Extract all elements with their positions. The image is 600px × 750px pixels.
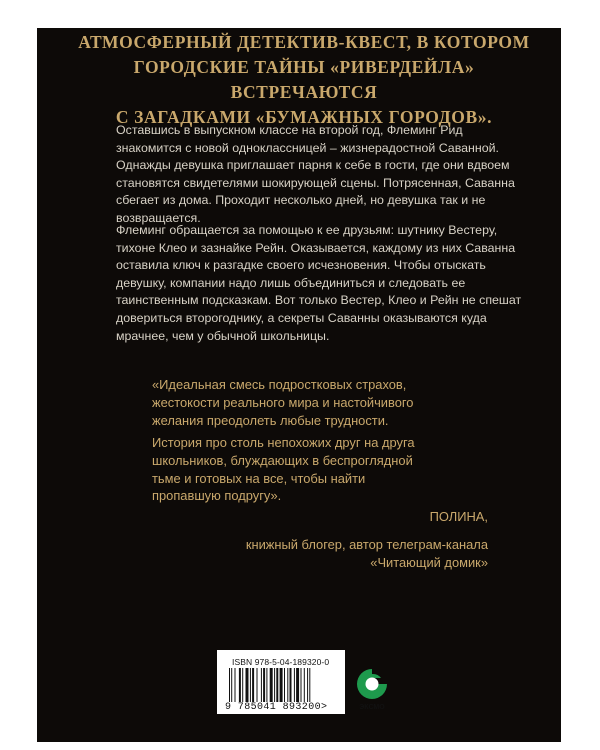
- barcode-bar: [242, 668, 243, 702]
- description-paragraph-2: [116, 222, 528, 345]
- text-line: тихоне Клео и зазнайке Рейн. Оказывается, каждому из них Саванна: [116, 240, 516, 255]
- review-author: ПОЛИНА,: [429, 509, 488, 524]
- barcode-digits: 9 785041 893200: [225, 702, 322, 713]
- text-line: становятся свидетелями шокирующей сцены. Потрясенная, Саванна: [116, 175, 515, 190]
- quote-line: жестокости реального мира и настойчивого: [152, 394, 414, 410]
- barcode-bar: [235, 668, 236, 702]
- barcode-bar: [284, 668, 285, 702]
- quote-line: школьников, блуждающих в беспроглядной: [152, 452, 413, 468]
- isbn-label: ISBN 978-5-04-189320-0: [232, 657, 330, 667]
- barcode-bar: [252, 668, 254, 702]
- text-line: сбегает из дома. Проходит несколько дней, но девушка так и не: [116, 193, 486, 208]
- barcode-bar: [239, 668, 241, 702]
- barcode-bar: [263, 668, 265, 702]
- barcode-bar: [290, 668, 292, 702]
- barcode-bar: [257, 668, 258, 702]
- quote-line: «Идеальная смесь подростковых страхов,: [152, 377, 407, 392]
- text-line: мрачнее, чем у обычной школьницы.: [116, 328, 330, 343]
- barcode-suffix: >: [321, 702, 328, 713]
- barcode-bar: [274, 668, 275, 702]
- role-line: книжный блогер, автор телеграм-канала: [245, 537, 488, 552]
- review-author-role: [148, 536, 488, 572]
- text-line: оставила ключ к разгадке своего исчезновения. Чтобы отыскать: [116, 258, 486, 273]
- barcode-bar: [307, 668, 308, 702]
- barcode-number: [225, 702, 327, 713]
- review-quote-2: [152, 434, 492, 505]
- barcode-bar: [231, 668, 232, 702]
- quote-line: История про столь непохожих друг на друга: [152, 435, 415, 450]
- text-line: знакомится с новой одноклассницей – жизнерадостной Саванной.: [116, 140, 499, 155]
- quote-line: тьме и готовых на все, чтобы найти: [152, 470, 366, 486]
- description-paragraph-1: [116, 122, 528, 228]
- role-line: «Читающий домик»: [370, 554, 488, 570]
- text-line: девушку, компании надо лишь объединиться и следовать ее: [116, 275, 466, 290]
- barcode-bars: [228, 668, 340, 702]
- barcode-bar: [276, 668, 278, 702]
- text-line: Оставшись в выпускном классе на второй год, Флеминг Рид: [116, 123, 463, 137]
- text-line: возвращается.: [116, 210, 201, 225]
- barcode-bar: [294, 668, 295, 702]
- headline-line: С ЗАГАДКАМИ «БУМАЖНЫХ ГОРОДОВ».: [115, 107, 493, 127]
- text-line: Однажды девушка приглашает парня к себе в гости, где они вдвоем: [116, 158, 510, 173]
- barcode-bar: [266, 668, 267, 702]
- text-line: довериться второгоднику, а секреты Саванны оказываются куда: [116, 310, 487, 325]
- barcode-bar: [287, 668, 288, 702]
- barcode-bar: [304, 668, 305, 702]
- barcode-bar: [301, 668, 302, 702]
- barcode-bar: [229, 668, 230, 702]
- barcode-bar: [280, 668, 283, 702]
- barcode-bar: [246, 668, 249, 702]
- headline: [74, 30, 534, 130]
- eksmo-logo-text: ЭКСМО: [359, 704, 385, 711]
- text-line: Флеминг обращается за помощью к ее друзьям: шутнику Вестеру,: [116, 223, 498, 237]
- barcode-bar: [296, 668, 299, 702]
- quote-line: желания преодолеть любые трудности.: [152, 412, 389, 428]
- review-quote-1: [152, 376, 492, 429]
- barcode-bar: [250, 668, 251, 702]
- barcode-bar: [270, 668, 273, 702]
- text-line: таинственным подсказкам. Вот только Вестер, Клео и Рейн не спешат: [116, 293, 522, 308]
- barcode-bar: [261, 668, 262, 702]
- barcode-bar: [309, 668, 310, 702]
- headline-line: АТМОСФЕРНЫЙ ДЕТЕКТИВ-КВЕСТ, В КОТОРОМ: [78, 32, 530, 52]
- eksmo-logo: [352, 664, 392, 712]
- headline-line: ГОРОДСКИЕ ТАЙНЫ «РИВЕРДЕЙЛА» ВСТРЕЧАЮТСЯ: [133, 57, 475, 102]
- quote-line: пропавшую подругу».: [152, 488, 282, 504]
